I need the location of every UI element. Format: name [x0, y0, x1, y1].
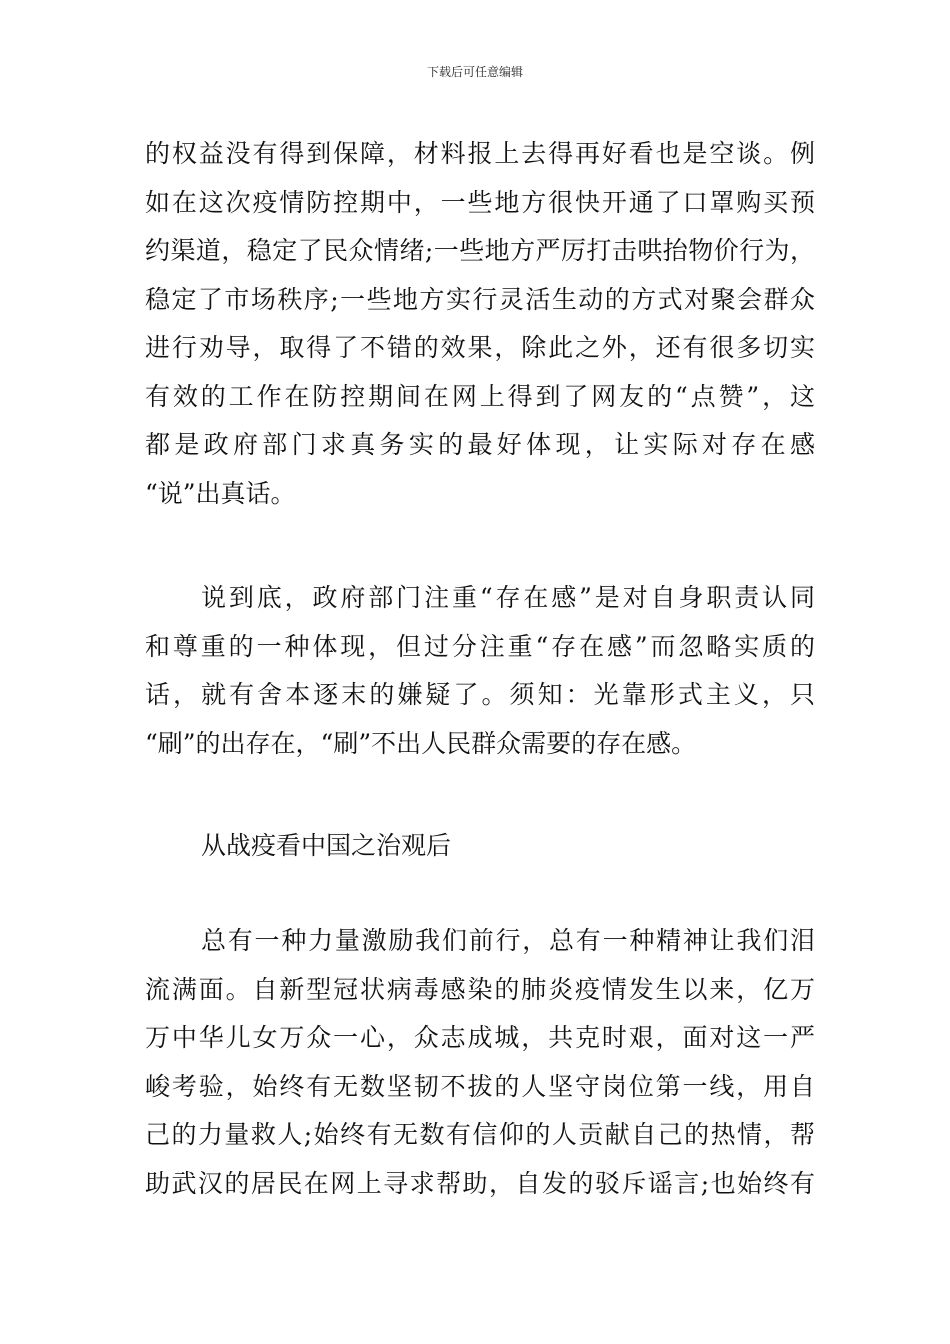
- text-line: 进行劝导，取得了不错的效果，除此之外，还有很多切实: [145, 333, 815, 362]
- text-line: 的权益没有得到保障，材料报上去得再好看也是空谈。例: [145, 139, 815, 168]
- text-line: 和尊重的一种体现，但过分注重“存在感”而忽略实质的: [145, 631, 815, 661]
- text-line: 话，就有舍本逐末的嫌疑了。须知：光靠形式主义，只: [145, 680, 815, 709]
- text-line: “刷”的出存在，“刷”不出人民群众需要的存在感。: [145, 728, 697, 758]
- text-line: 如在这次疫情防控期中，一些地方很快开通了口罩购买预: [145, 187, 815, 217]
- text-line: 说到底，政府部门注重“存在感”是对自身职责认同: [201, 583, 815, 612]
- page-header: 下载后可任意编辑: [426, 65, 523, 79]
- text-line: 稳定了市场秩序;一些地方实行灵活生动的方式对聚会群众: [145, 284, 815, 314]
- text-line: 总有一种力量激励我们前行，总有一种精神让我们泪: [201, 926, 815, 955]
- paragraph-3: [145, 917, 815, 1208]
- text-line: 流满面。自新型冠状病毒感染的肺炎疫情发生以来，亿万: [145, 974, 815, 1004]
- text-line: 万中华儿女万众一心，众志成城，共克时艰，面对这一严: [145, 1023, 815, 1052]
- text-line: 峻考验，始终有无数坚韧不拔的人坚守岗位第一线，用自: [145, 1071, 815, 1101]
- paragraph-1: [145, 130, 815, 518]
- text-line: “说”出真话。: [145, 478, 296, 508]
- text-line: 助武汉的居民在网上寻求帮助，自发的驳斥谣言;也始终有: [145, 1168, 815, 1198]
- paragraph-2: [145, 574, 815, 768]
- text-line: 己的力量救人;始终有无数有信仰的人贡献自己的热情，帮: [145, 1120, 815, 1149]
- text-line: 有效的工作在防控期间在网上得到了网友的“点赞”，这: [145, 381, 815, 411]
- text-line: 约渠道，稳定了民众情绪;一些地方严厉打击哄抬物价行为，: [145, 236, 815, 265]
- text-line: 都是政府部门求真务实的最好体现，让实际对存在感: [145, 430, 815, 459]
- section-title: [145, 822, 815, 871]
- section-title-text: 从战疫看中国之治观后: [201, 831, 452, 860]
